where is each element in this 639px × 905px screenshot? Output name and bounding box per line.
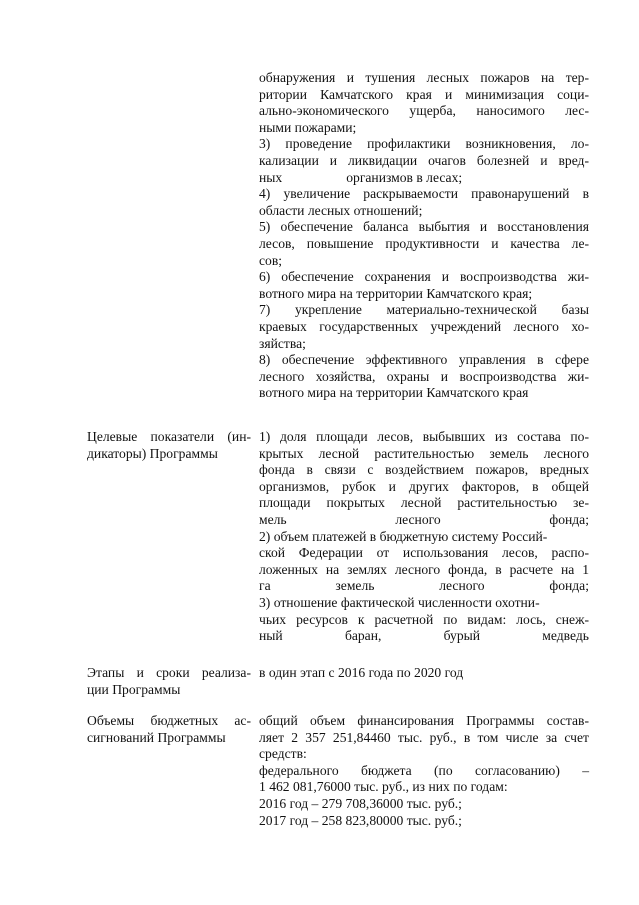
text-line: 2016 год – 279 708,36000 тыс. руб.; xyxy=(259,795,462,811)
text-line: в один этап с 2016 года по 2020 год xyxy=(259,665,464,680)
text-line: 1) доля площади лесов, выбывших из состава по- xyxy=(259,429,589,444)
text-line: ально-экономического ущерба, наносимого лес- xyxy=(259,103,589,119)
text-line: мель лесного фонда; xyxy=(259,511,589,527)
text-line: организмов, рубок и других факторов, в общей xyxy=(259,478,589,494)
text-line: лесов, повышение продуктивности и качества ле- xyxy=(259,235,589,251)
budget-heading: Объемы бюджетных ас- сигнований Программы xyxy=(87,713,251,745)
stages-heading: Этапы и сроки реализа- ции Программы xyxy=(87,665,251,697)
text-line: кализации и ликвидации очагов болезней и вред- xyxy=(259,152,589,168)
text-line: ляет 2 357 251,84460 тыс. руб., в том числе за счет xyxy=(259,729,589,745)
text-line: 7) укрепление материально-технической базы xyxy=(259,302,589,318)
text-line: обнаружения и тушения лесных пожаров на тер- xyxy=(259,70,589,85)
text-line: га земель лесного фонда; xyxy=(259,578,589,594)
text-line: чьих ресурсов к расчетной по видам: лось, снеж- xyxy=(259,611,589,627)
text-line: ской Федерации от использования лесов, распо- xyxy=(259,545,589,561)
text-line: вотного мира на территории Камчатского края xyxy=(259,385,529,401)
text-line: площади покрытых лесной растительностью зе- xyxy=(259,495,589,511)
text-line: сов; xyxy=(259,252,283,268)
text-line: 5) обеспечение баланса выбытия и восстановления xyxy=(259,219,589,235)
indicators-text xyxy=(259,429,589,645)
text-line: 2) объем платежей в бюджетную систему Россий- xyxy=(259,528,548,544)
text-line: ных организмов в лесах; xyxy=(259,169,463,185)
text-line: крытых лесной растительностью земель лесного xyxy=(259,445,589,461)
indicators-heading: Целевые показатели (ин- дикаторы) Программы xyxy=(87,429,251,461)
text-line: 3) отношение фактической численности охотни- xyxy=(259,594,540,610)
text-line: средств: xyxy=(259,746,307,762)
text-line: ритории Камчатского края и минимизация соци- xyxy=(259,86,589,102)
text-line: лесного хозяйства, охраны и воспроизводства жи- xyxy=(259,368,589,384)
text-line: 6) обеспечение сохранения и воспроизводства жи- xyxy=(259,269,589,285)
program-tasks-continued xyxy=(259,70,589,402)
budget-text xyxy=(259,713,589,829)
text-line: ными пожарами; xyxy=(259,119,357,135)
text-line: 8) обеспечение эффективного управления в сфере xyxy=(259,352,589,368)
text-line: вотного мира на территории Камчатского края; xyxy=(259,285,533,301)
text-line: ложенных на землях лесного фонда, в расчете на 1 xyxy=(259,561,589,577)
text-line: 1 462 081,76000 тыс. руб., из них по годам: xyxy=(259,779,508,795)
text-line: зяйства; xyxy=(259,335,306,351)
text-line: области лесных отношений; xyxy=(259,202,423,218)
text-line: краевых государственных учреждений лесного хо- xyxy=(259,318,589,334)
text-line: фонда в связи с воздействием пожаров, вредных xyxy=(259,462,589,478)
text-line: 3) проведение профилактики возникновения, ло- xyxy=(259,136,589,152)
text-line: федерального бюджета (по согласованию) – xyxy=(259,762,589,778)
text-line: общий объем финансирования Программы состав- xyxy=(259,713,589,728)
stages-text xyxy=(259,665,589,682)
text-line: 2017 год – 258 823,80000 тыс. руб.; xyxy=(259,812,462,828)
text-line: ный баран, бурый медведь xyxy=(259,628,589,644)
text-line: 4) увеличение раскрываемости правонарушений в xyxy=(259,186,589,202)
